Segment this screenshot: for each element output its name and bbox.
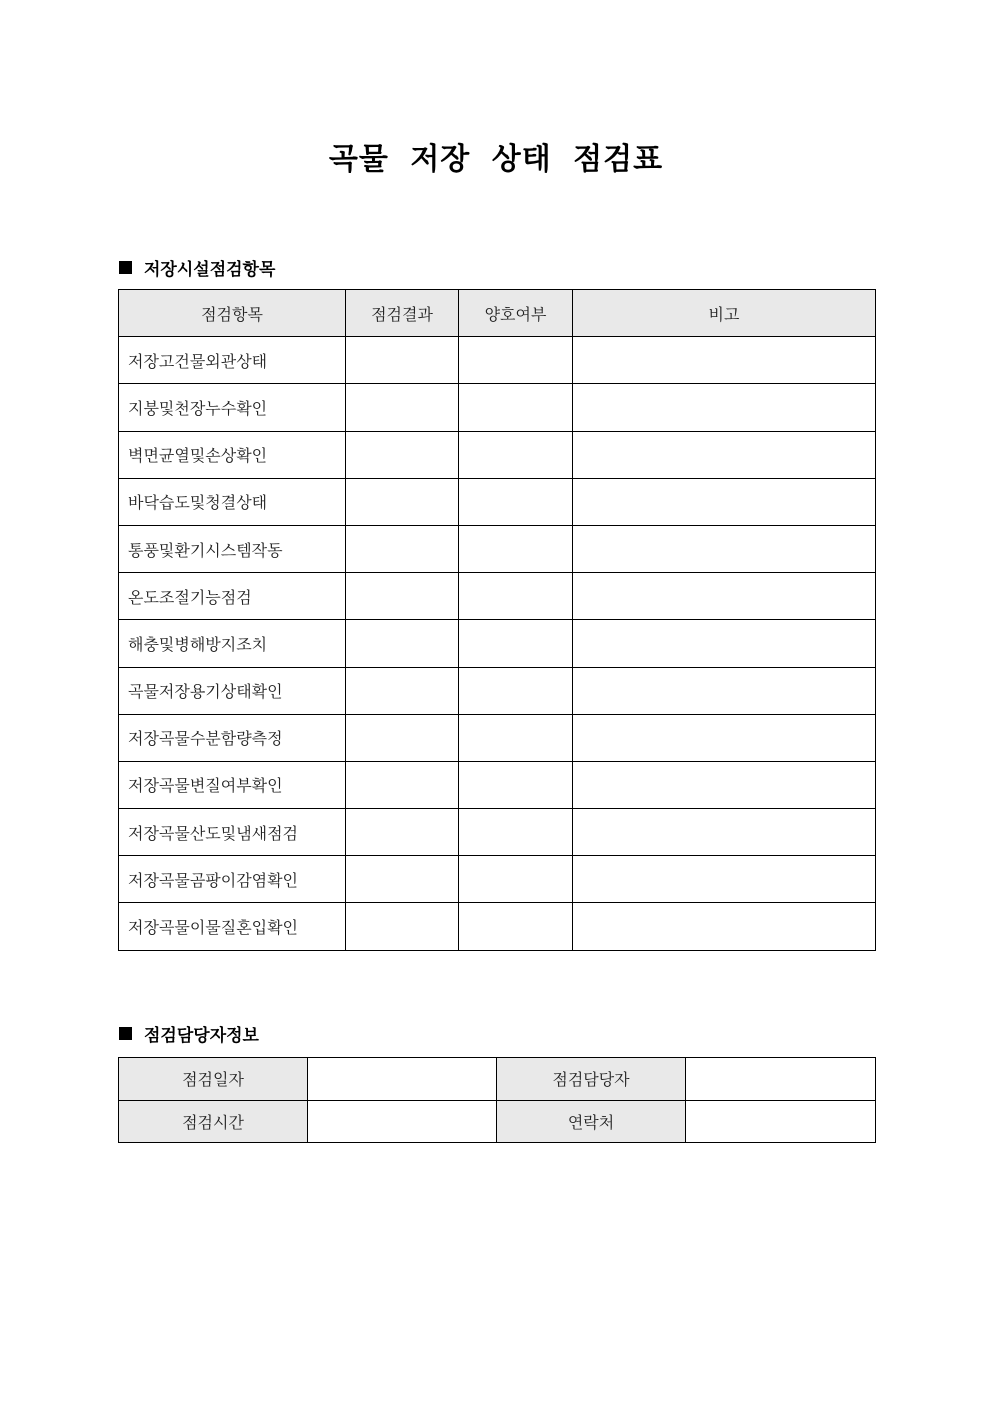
note-cell[interactable] (573, 667, 876, 714)
status-cell[interactable] (459, 431, 573, 478)
column-header-note: 비고 (573, 290, 876, 337)
column-header-item: 점검항목 (119, 290, 346, 337)
note-cell[interactable] (573, 431, 876, 478)
status-cell[interactable] (459, 714, 573, 761)
item-cell: 저장곡물수분함량측정 (119, 714, 346, 761)
facility-inspection-table (118, 289, 876, 951)
table-row (119, 903, 876, 950)
column-header-status: 양호여부 (459, 290, 573, 337)
table-row (119, 525, 876, 572)
item-cell: 저장곡물산도및냄새점검 (119, 809, 346, 856)
status-cell[interactable] (459, 620, 573, 667)
inspection-time-field[interactable] (308, 1100, 497, 1143)
status-cell[interactable] (459, 478, 573, 525)
result-cell[interactable] (346, 903, 459, 950)
note-cell[interactable] (573, 337, 876, 384)
note-cell[interactable] (573, 714, 876, 761)
section-heading-label: 점검담당자정보 (144, 1026, 259, 1046)
inspector-info-table (118, 1057, 876, 1143)
note-cell[interactable] (573, 384, 876, 431)
item-cell: 저장고건물외관상태 (119, 337, 346, 384)
result-cell[interactable] (346, 337, 459, 384)
result-cell[interactable] (346, 431, 459, 478)
table-row (119, 431, 876, 478)
square-bullet-icon (119, 261, 132, 274)
column-header-result: 점검결과 (346, 290, 459, 337)
item-cell: 지붕및천장누수확인 (119, 384, 346, 431)
note-cell[interactable] (573, 620, 876, 667)
item-cell: 벽면균열및손상확인 (119, 431, 346, 478)
note-cell[interactable] (573, 525, 876, 572)
result-cell[interactable] (346, 525, 459, 572)
document-title: 곡물 저장 상태 점검표 (328, 142, 664, 177)
table-row (119, 1058, 876, 1101)
section-heading-label: 저장시설점검항목 (144, 260, 276, 280)
item-cell: 저장곡물곰팡이감염확인 (119, 856, 346, 903)
table-row (119, 478, 876, 525)
status-cell[interactable] (459, 337, 573, 384)
status-cell[interactable] (459, 573, 573, 620)
result-cell[interactable] (346, 620, 459, 667)
status-cell[interactable] (459, 667, 573, 714)
result-cell[interactable] (346, 714, 459, 761)
inspection-time-label: 점검시간 (119, 1100, 308, 1143)
table-header-row (119, 290, 876, 337)
section-heading-facility (119, 255, 275, 280)
result-cell[interactable] (346, 809, 459, 856)
status-cell[interactable] (459, 525, 573, 572)
table-row (119, 620, 876, 667)
note-cell[interactable] (573, 903, 876, 950)
status-cell[interactable] (459, 384, 573, 431)
status-cell[interactable] (459, 856, 573, 903)
square-bullet-icon (119, 1027, 132, 1040)
result-cell[interactable] (346, 761, 459, 808)
item-cell: 저장곡물이물질혼입확인 (119, 903, 346, 950)
table-row (119, 337, 876, 384)
inspection-date-label: 점검일자 (119, 1058, 308, 1101)
contact-field[interactable] (686, 1100, 876, 1143)
table-row (119, 667, 876, 714)
result-cell[interactable] (346, 478, 459, 525)
item-cell: 해충및병해방지조치 (119, 620, 346, 667)
table-row (119, 573, 876, 620)
note-cell[interactable] (573, 573, 876, 620)
note-cell[interactable] (573, 761, 876, 808)
table-row (119, 384, 876, 431)
table-row (119, 809, 876, 856)
status-cell[interactable] (459, 903, 573, 950)
note-cell[interactable] (573, 478, 876, 525)
table-row (119, 1100, 876, 1143)
table-row (119, 856, 876, 903)
result-cell[interactable] (346, 667, 459, 714)
table-row (119, 761, 876, 808)
item-cell: 온도조절기능점검 (119, 573, 346, 620)
section-heading-inspector (119, 1021, 259, 1046)
status-cell[interactable] (459, 761, 573, 808)
table-row (119, 714, 876, 761)
item-cell: 통풍및환기시스템작동 (119, 525, 346, 572)
note-cell[interactable] (573, 856, 876, 903)
inspector-name-field[interactable] (686, 1058, 876, 1101)
inspection-date-field[interactable] (308, 1058, 497, 1101)
result-cell[interactable] (346, 856, 459, 903)
status-cell[interactable] (459, 809, 573, 856)
contact-label: 연락처 (497, 1100, 686, 1143)
item-cell: 곡물저장용기상태확인 (119, 667, 346, 714)
inspector-name-label: 점검담당자 (497, 1058, 686, 1101)
result-cell[interactable] (346, 384, 459, 431)
note-cell[interactable] (573, 809, 876, 856)
item-cell: 바닥습도및청결상태 (119, 478, 346, 525)
result-cell[interactable] (346, 573, 459, 620)
item-cell: 저장곡물변질여부확인 (119, 761, 346, 808)
